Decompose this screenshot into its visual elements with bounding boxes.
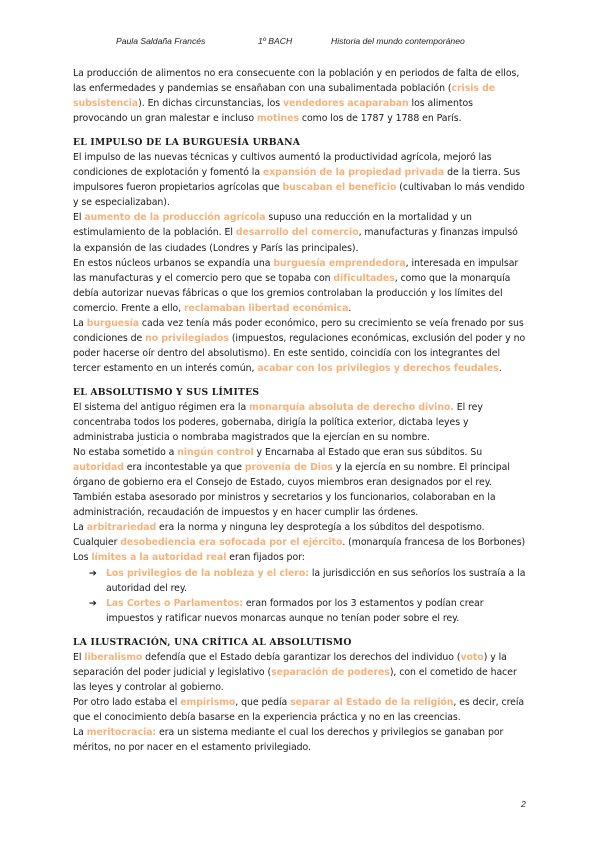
text-run: La — [73, 522, 87, 534]
page-number: 2 — [521, 799, 526, 809]
paragraph — [73, 210, 528, 255]
highlighted-term: empirismo — [180, 696, 236, 708]
highlighted-term: burguesía emprendedora — [273, 257, 406, 269]
text-run: era incontestable ya que — [123, 462, 245, 474]
paragraph — [73, 550, 528, 565]
text-run: (cultivaban lo más vendido y se especializaban). — [73, 182, 525, 209]
text-run: La — [73, 317, 87, 329]
text-run: En estos núcleos urbanos se expandía una — [73, 257, 274, 269]
section-title-ilustracion: LA ILUSTRACIÓN, UNA CRÍTICA AL ABSOLUTISMO — [73, 636, 352, 648]
paragraph — [73, 150, 528, 210]
text-run: El impulso de las nuevas técnicas y cultivos aumentó la productividad agrícola, mejoró las condiciones de explotación y fomentó la — [73, 152, 492, 179]
section-title-absolutismo: EL ABSOLUTISMO Y SUS LÍMITES — [73, 386, 260, 398]
text-run: La — [73, 726, 87, 738]
text-run: la jurisdicción en sus señoríos los sustraía a la autoridad del rey. — [106, 567, 526, 594]
list-item — [73, 596, 528, 626]
text-run: Los — [73, 552, 92, 564]
text-run: El — [73, 212, 85, 224]
list-item — [73, 566, 528, 596]
text-run: y Encarnaba al Estado que eran sus súbditos. Su — [253, 447, 483, 459]
text-run: El rey concentraba todos los poderes, gobernaba, dirigía la política exterior, dictaba leyes y administraba justicia o nombraba magistrados que la ejercían en su nombre. — [73, 401, 483, 444]
highlighted-term: voto — [460, 651, 484, 663]
text-run: , manufacturas y finanzas impulsó la expansión de las ciudades (Londres y París las principales). — [73, 227, 518, 254]
highlighted-term: crisis de subsistencia — [73, 83, 496, 110]
highlighted-term: separar al Estado de la religión — [290, 696, 454, 708]
intro-paragraph — [73, 66, 528, 126]
paragraph — [73, 520, 528, 550]
highlighted-term: motines — [256, 113, 299, 125]
highlighted-term: aumento de la producción agrícola — [84, 212, 266, 224]
highlighted-term: arbitrariedad — [86, 522, 157, 534]
highlighted-term: separación de poderes — [271, 666, 390, 678]
highlighted-term: autoridad — [73, 462, 124, 474]
arrow-bullet-icon: ➔ — [89, 597, 97, 609]
arrow-bullet-icon: ➔ — [89, 567, 97, 579]
text-run: cada vez tenía más poder económico, pero su crecimiento se veía frenado por sus condiciones de — [73, 317, 524, 344]
limits-list — [73, 566, 528, 626]
highlighted-term: liberalismo — [84, 651, 143, 663]
text-run: . (monarquía francesa de los Borbones) — [342, 537, 526, 549]
text-run: supuso una reducción en la mortalidad y un estimulamiento de la población. El — [73, 212, 472, 239]
text-run: , que pedía — [235, 696, 291, 708]
paragraph — [73, 316, 528, 376]
list-item-text — [106, 568, 525, 594]
paragraph — [73, 445, 528, 520]
highlighted-term: Los privilegios de la nobleza y el clero: — [106, 567, 309, 579]
highlighted-term: límites a la autoridad real — [91, 552, 227, 564]
paragraph — [73, 256, 528, 316]
text-run: (impuestos, regulaciones económicas, exclusión del poder y no poder hacerse oír dentro del absolutismo). En este sentido, coincidía con los integrantes del tercer estamento en un interés común, — [73, 332, 526, 374]
text-run: ), con el cometido de hacer las leyes y controlar al gobierno. — [73, 666, 517, 693]
text-run: Por otro lado estaba el — [73, 696, 181, 708]
highlighted-term: monarquía absoluta de derecho divino. — [249, 401, 454, 413]
text-run: defendía que el Estado debía garantizar los derechos del individuo ( — [142, 651, 461, 663]
text-run: ). En dichas circunstancias, los — [138, 98, 283, 110]
text-run: No estaba sometido a — [73, 447, 178, 459]
highlighted-term: expansión de la propiedad privada — [262, 167, 445, 179]
highlighted-term: desobediencia era sofocada por el ejército — [120, 537, 343, 549]
highlighted-term: Las Cortes o Parlamentos: — [106, 597, 243, 609]
highlighted-term: provenía de Dios — [244, 462, 333, 474]
text-run: El — [73, 651, 85, 663]
text-run: . — [348, 302, 352, 314]
text-run: como los de 1787 y 1788 en París. — [298, 113, 462, 125]
list-item-text — [106, 598, 484, 624]
text-run: . — [498, 362, 502, 374]
paragraph — [73, 650, 528, 695]
highlighted-term: no privilegiados — [145, 332, 229, 344]
highlighted-term: vendedores acaparaban — [282, 98, 409, 110]
highlighted-term: dificultades — [333, 272, 395, 284]
paragraph — [73, 400, 528, 445]
text-run: El sistema del antiguo régimen era la — [73, 401, 250, 413]
section-title-burguesia: EL IMPULSO DE LA BURGUESÍA URBANA — [73, 137, 301, 149]
header-author: Paula Saldaña Francés — [116, 36, 206, 46]
text-run: , como que la monarquía debía autorizar nuevas fábricas o que los gremios controlaban la producción y los límites del comercio. Frente a ello, — [73, 272, 511, 314]
text-run: , interesada en impulsar las manufacturas y el comercio pero que se topaba con — [73, 257, 519, 284]
highlighted-term: meritocracia: — [86, 726, 157, 738]
header-subject: Historia del mundo contemporáneo — [331, 36, 465, 46]
highlighted-term: ningún control — [177, 447, 254, 459]
text-run: los alimentos provocando un gran malestar e incluso — [73, 98, 473, 125]
text-run: La producción de alimentos no era consecuente con la población y en periodos de falta de ellos, las enfermedades y pandemias se ensañaban con una subalimentada población ( — [73, 68, 520, 95]
highlighted-term: burguesía — [86, 317, 140, 329]
highlighted-term: acabar con los privilegios y derechos feudales — [257, 362, 499, 374]
paragraph — [73, 725, 528, 755]
text-run: , es decir, creía que el conocimiento debía basarse en la experiencia práctica y no en las creencias. — [73, 696, 525, 723]
text-run: eran fijados por: — [226, 552, 305, 564]
document-body — [73, 66, 528, 755]
paragraph — [73, 695, 528, 725]
highlighted-term: desarrollo del comercio — [235, 227, 359, 239]
text-run: era la norma y ninguna ley desprotegía a los súbditos del despotismo. Cualquier — [73, 522, 485, 549]
header-course: 1º BACH — [258, 36, 293, 46]
text-run: eran formados por los 3 estamentos y podían crear impuestos y ratificar nuevos monarcas aunque no tenían poder sobre el rey. — [106, 597, 484, 624]
highlighted-term: buscaban el beneficio — [282, 182, 397, 194]
text-run: y la ejercía en su nombre. El principal órgano de gobierno era el Consejo de Estado, cuyos miembros eran designados por el rey. También estaba asesorado por ministros y secretarios y los funcionarios, colaboraban en la administración, recaudación de impuestos y en hacer cumplir las órdenes. — [73, 462, 510, 519]
page-header — [0, 36, 600, 50]
text-run: ) y la separación del poder judicial y legislativo ( — [73, 651, 507, 678]
text-run: de la tierra. Sus impulsores fueron propietarios agrícolas que — [73, 167, 521, 194]
highlighted-term: reclamaban libertad económica — [184, 302, 349, 314]
text-run: era un sistema mediante el cual los derechos y privilegios se ganaban por méritos, no por nacer en el estamento privilegiado. — [73, 726, 504, 754]
